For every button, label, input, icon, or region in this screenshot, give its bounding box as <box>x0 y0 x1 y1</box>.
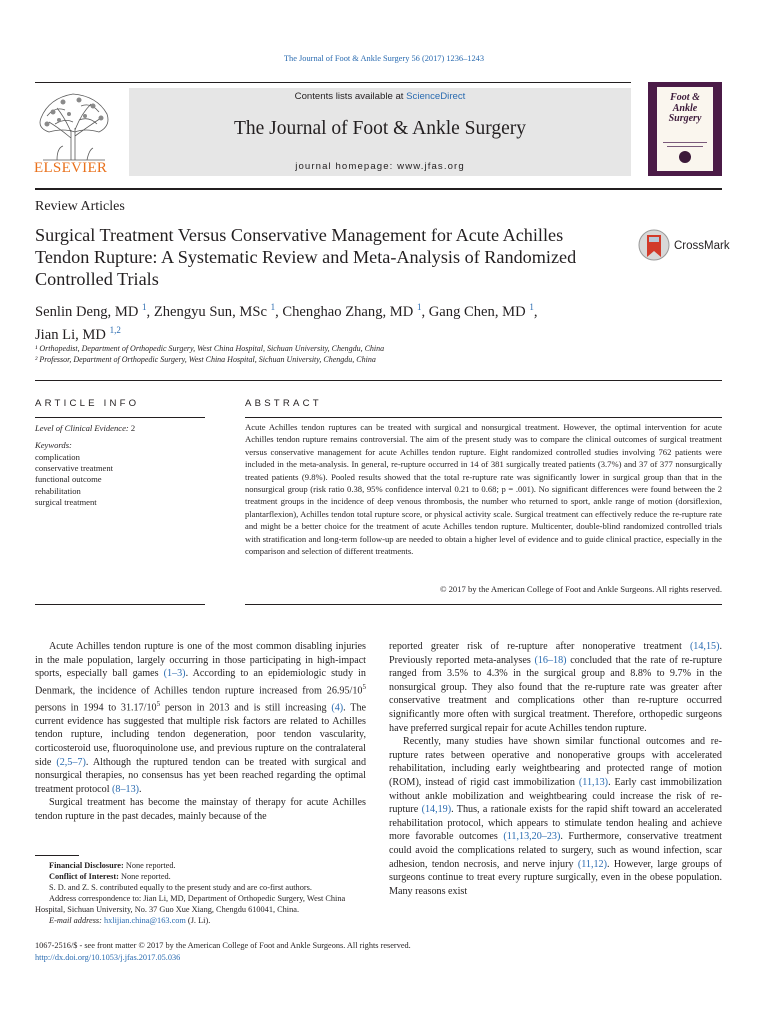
body-paragraph: Acute Achilles tendon rupture is one of the most common disabling injuries in the male population, largely occurring in those participating in high-impact sports, especially ball games (1–3). According to an epidemiologic study in Denmark, the incidence of Achilles tendon rupture increased from $26.95/10^5$ persons in 1994 to $31.17/10^5$ person in 2013 and is still increasing (4). The current evidence has suggested that multiple risk factors are related to Achilles tendon rupture, including tendon degeneration, poor tendon vascularity, corticosteroid use, fluoroquinolone use, and previous rupture on the contralateral side (2,5–7). Although the ruptured tendon can be treated with surgical and nonsurgical therapies, no consensus has yet been reached regarding the optimal treatment protocol (8–13). <box>35 641 367 795</box>
email-line <box>35 915 366 926</box>
keywords-list <box>35 452 113 508</box>
citation-link[interactable]: (14,15) <box>689 641 720 652</box>
keywords-label: Keywords: <box>35 440 72 450</box>
equal-contribution-note: S. D. and Z. S. contributed equally to the present study and are co-first authors. <box>49 883 312 892</box>
abstract-rule <box>245 417 722 418</box>
evidence-level-value: 2 <box>128 423 136 433</box>
body-paragraph: reported greater risk of re-rupture after nonoperative treatment (14,15). Previously reported meta-analyses (16–18) concluded that the rate of re-rupture ranged from 3.5% to 4.3% in the surgical group and 8.8% to 9.7% in the nonsurgical group. They also found that the re-rupture rate was greater after conservative treatment and complications other than re-rupture occurred significantly more often with surgical treatment. Therefore, orthopedic surgeons have preferred surgical repair for acute Achilles tendon rupture. <box>389 641 722 734</box>
article-info-rule <box>35 417 205 418</box>
cover-line <box>663 142 707 143</box>
correspondence-address: Address correspondence to: Jian Li, MD, Department of Orthopedic Surgery, West China Hospital, Sichuan University, No. 37 Guo Xue Xiang, Chengdu 610041, China. <box>35 894 346 914</box>
contents-line <box>129 91 631 102</box>
doi-link[interactable]: http://dx.doi.org/10.1053/j.jfas.2017.05.036 <box>35 953 181 962</box>
article-info-heading: ARTICLE INFO <box>35 398 140 409</box>
citation-link[interactable]: (14,19) <box>421 804 452 816</box>
sciencedirect-link[interactable]: ScienceDirect <box>406 91 466 102</box>
abstract-text: Acute Achilles tendon ruptures can be treated with surgical and nonsurgical treatment. However, the optimal intervention for acute Achilles tendon rupture remains controversial. The aim of the present study was to compare the clinical outcomes of surgical treatment versus conservative management for acute Achilles tendon rupture. Eight randomized controlled studies involving 762 patients were included in the meta-analysis. In general, re-rupture occurred in 14 of 381 surgically treated patients (3.7%) and 37 of 377 nonsurgically treated patients (9.8%). Pooled results showed that the total re-rupture rate was significantly lower in surgical group than that in the nonsurgical group (risk ratio 0.38, 95% confidence interval 0.21 to 0.68; p = .001). No significant differences were found between the 2 treatment groups in the incidence of deep venous thrombosis, the number who returned to sport, ankle range of motion (dorsiflexion, plantarflexion), Achilles tendon total rupture score, or physical activity scale. Surgical treatment can effectively reduce the re-rupture rate and might be a better choice for the treatment of acute Achilles tendon rupture. Multicenter, double-blind randomized controlled trials with stratification and long-term follow-up are needed to obtain a higher level of evidence and to guide clinical practice, especially in the comparison and selection of different treatments. <box>245 422 722 557</box>
keyword: surgical treatment <box>35 496 97 507</box>
author-name: Jian Li, MD <box>35 326 106 343</box>
evidence-level-label: Level of Clinical Evidence: <box>35 423 129 433</box>
affiliation: ² Professor, Department of Orthopedic Surgery, West China Hospital, Sichuan University, Chengdu, China <box>35 355 376 364</box>
citation-link[interactable]: (4) <box>331 702 344 714</box>
financial-disclosure-value: None reported. <box>123 861 176 870</box>
author-affiliation-ref[interactable]: 1 <box>529 302 534 312</box>
conflict-value: None reported. <box>118 872 171 881</box>
contents-prefix: Contents lists available at <box>294 91 407 102</box>
abstract-bottom-rule <box>245 604 722 605</box>
issn-line: 1067-2516/$ - see front matter © 2017 by the American College of Foot and Ankle Surgeons. All rights reserved. <box>35 941 411 950</box>
citation-link[interactable]: (11,12) <box>577 858 607 870</box>
keyword: rehabilitation <box>35 485 81 496</box>
financial-disclosure <box>35 860 366 871</box>
journal-banner <box>129 88 631 176</box>
author-name: Senlin Deng, MD <box>35 304 139 320</box>
citation-link[interactable]: (11,13) <box>578 776 609 788</box>
author-affiliation-ref[interactable]: 1,2 <box>109 324 121 335</box>
crossmark-badge[interactable] <box>638 228 728 264</box>
cover-title: Foot & Ankle Surgery <box>668 92 702 124</box>
abstract-copyright: © 2017 by the American College of Foot and Ankle Surgeons. All rights reserved. <box>439 584 722 594</box>
section-divider <box>35 380 722 381</box>
journal-citation[interactable]: The Journal of Foot & Ankle Surgery 56 (2017) 1236–1243 <box>283 54 485 63</box>
footnote-rule <box>35 855 79 856</box>
author-name: Gang Chen, MD <box>428 304 526 320</box>
keyword: conservative treatment <box>35 463 114 474</box>
journal-cover[interactable] <box>648 82 722 176</box>
article-info-bottom-rule <box>35 604 205 605</box>
crossmark-icon <box>638 228 670 262</box>
body-column-left <box>35 640 366 823</box>
keyword: complication <box>35 452 80 462</box>
evidence-level <box>35 423 135 433</box>
body-paragraph: Surgical treatment has become the mainstay of therapy for acute Achilles tendon rupture in the past decades, mainly because of the <box>35 797 366 822</box>
author-affiliation-ref[interactable]: 1 <box>142 302 147 312</box>
keyword: functional outcome <box>35 474 102 485</box>
author-affiliation-ref[interactable]: 1 <box>270 302 276 312</box>
email-suffix: (J. Li). <box>185 916 211 925</box>
conflict-of-interest <box>35 871 366 882</box>
author-list: Senlin Deng, MD $^1$, Zhengyu Sun, MSc $^1$, Chenghao Zhang, MD $^1$, Gang Chen, MD $^1$, Jian Li, MD $^{1,2}$ <box>35 302 538 343</box>
footnotes <box>35 860 366 926</box>
abstract-heading: ABSTRACT <box>245 398 322 409</box>
superscript: 5 <box>362 682 366 691</box>
conflict-label: Conflict of Interest: <box>49 872 119 881</box>
publisher-name: ELSEVIER <box>34 160 108 176</box>
journal-title: The Journal of Foot & Ankle Surgery <box>233 118 527 139</box>
citation-link[interactable]: (11,13,20–23) <box>503 831 561 843</box>
citation-link[interactable]: (2,5–7) <box>56 756 86 768</box>
author-name: Zhengyu Sun, MSc <box>153 304 267 320</box>
header-divider <box>35 188 722 190</box>
crossmark-label: CrossMark <box>674 240 730 252</box>
affiliation: ¹ Orthopedist, Department of Orthopedic Surgery, West China Hospital, Sichuan University, Chengdu, China <box>35 344 385 353</box>
email-label: E-mail address: <box>49 916 102 925</box>
cover-page <box>657 87 713 171</box>
financial-disclosure-label: Financial Disclosure: <box>49 861 124 870</box>
superscript: 5 <box>156 699 161 708</box>
citation-link[interactable]: (16–18) <box>534 654 567 666</box>
body-paragraph: Recently, many studies have shown similar functional outcomes and re-rupture rates between operative and nonoperative groups with accelerated rehabilitation, including early weightbearing and protected range of motion (ROM), instead of rigid cast immobilization (11,13). Early cast immobilization without ankle mobilization and weightbearing could increase the risk of re-rupture (14,19). Thus, a rationale exists for the rapid shift toward an accelerated rehabilitation protocol, which appears to stimulate tendon healing and achieve more favorable outcomes (11,13,20–23). Furthermore, conservative treatment could avoid the complications related to surgery, such as wound infection, scar adhesion, tendon necrosis, and nerve injury (11,12). However, large groups of surgeons continue to treat every rupture surgically, even in the obese population. Many reasons exist <box>389 736 722 897</box>
cover-line <box>667 146 703 147</box>
author-affiliation-ref[interactable]: 1 <box>416 302 422 312</box>
citation-link[interactable]: (1–3) <box>163 668 186 680</box>
article-section: Review Articles <box>35 199 125 214</box>
tree-icon <box>35 88 113 162</box>
header-rule <box>35 82 631 83</box>
cover-emblem-icon <box>679 151 691 163</box>
citation-link[interactable]: (8–13) <box>112 783 140 795</box>
journal-homepage[interactable]: journal homepage: www.jfas.org <box>295 161 465 172</box>
email-link[interactable]: hxlijian.china@163.com <box>104 916 186 925</box>
paper-title: Surgical Treatment Versus Conservative Management for Acute Achilles Tendon Rupture: A Systematic Review and Meta-Analysis of Randomized Controlled Trials <box>35 225 577 289</box>
author-name: Chenghao Zhang, MD <box>282 304 414 320</box>
body-column-right <box>389 640 722 898</box>
